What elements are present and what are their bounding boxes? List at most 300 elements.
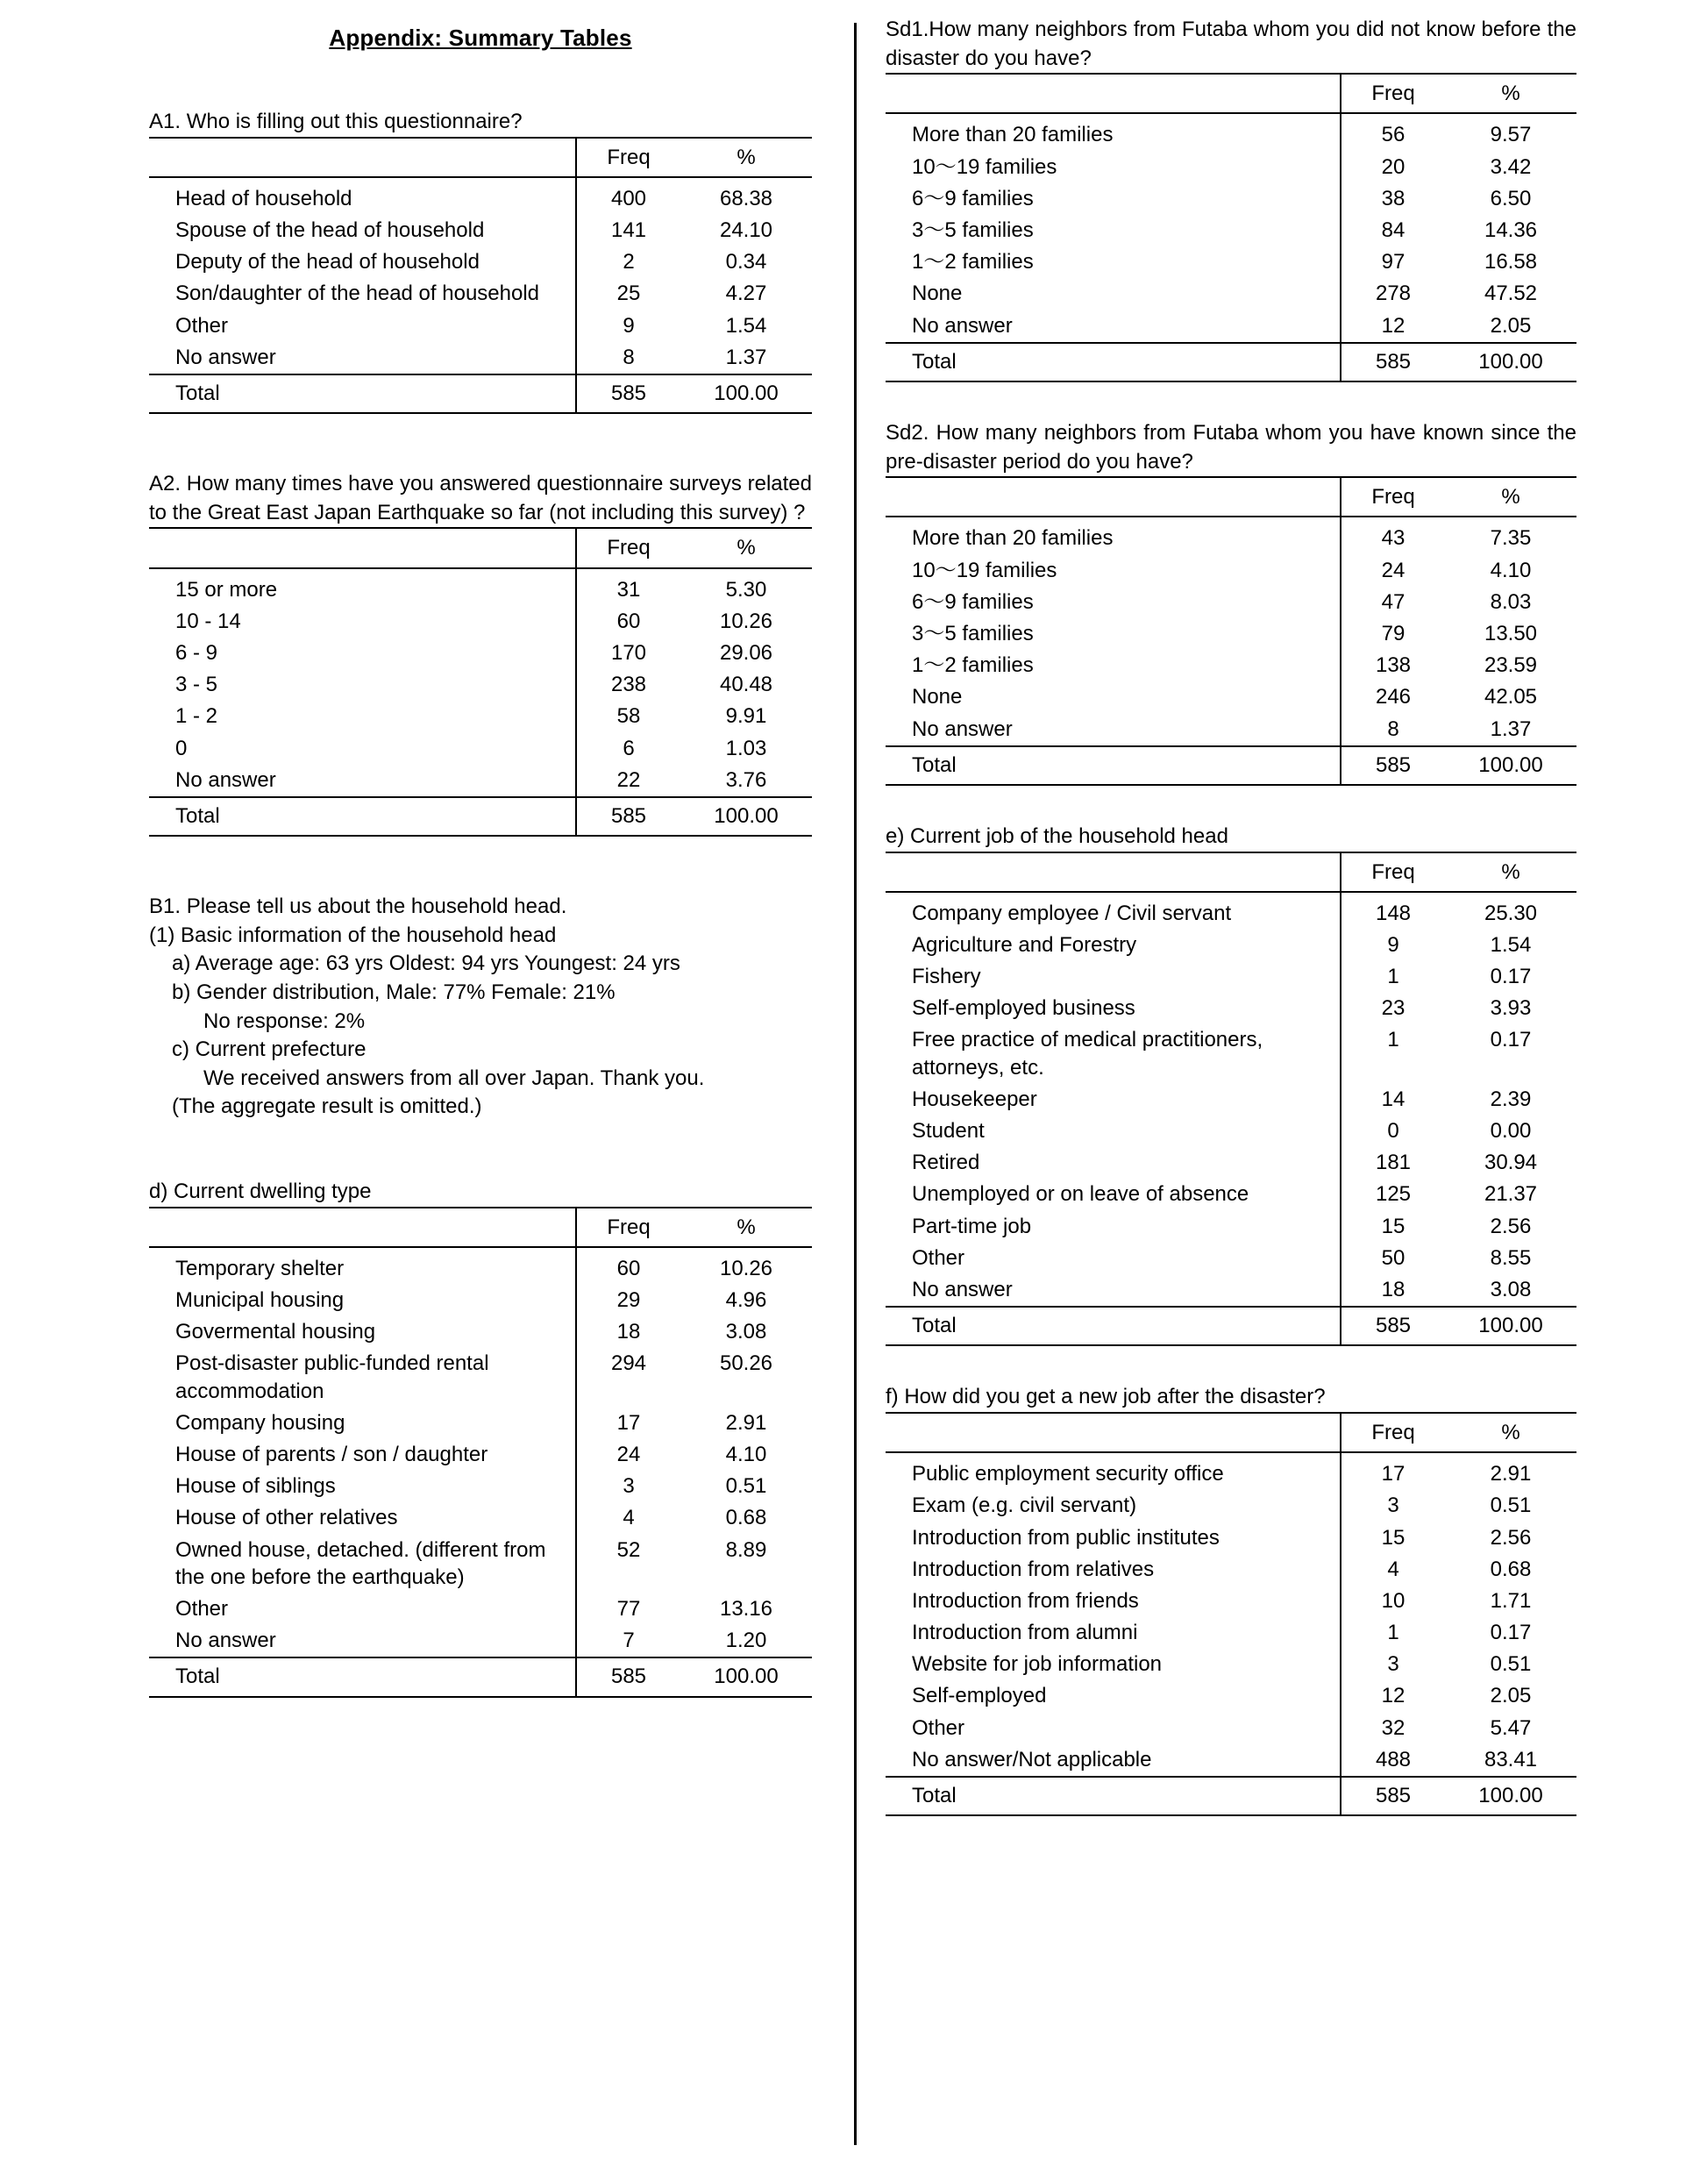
row-freq: 24 xyxy=(1341,555,1445,587)
row-pct: 0.51 xyxy=(1490,1652,1532,1677)
column-header-pct: % xyxy=(1445,1413,1576,1452)
row-freq: 17 xyxy=(576,1408,680,1439)
section-a2 xyxy=(149,470,812,837)
table-header-row xyxy=(886,477,1576,517)
row-freq: 38 xyxy=(1341,183,1445,215)
column-header-pct: % xyxy=(1445,477,1576,517)
table-row xyxy=(149,1471,812,1502)
row-pct: 8.89 xyxy=(725,1537,767,1562)
table-row xyxy=(886,1586,1576,1617)
row-label: None xyxy=(912,685,963,709)
table-row xyxy=(886,1744,1576,1777)
row-label: Agriculture and Forestry xyxy=(912,932,1137,957)
row-pct: 5.47 xyxy=(1490,1715,1532,1740)
table-row xyxy=(886,1617,1576,1649)
row-pct: 14.36 xyxy=(1484,218,1538,242)
row-label: Total xyxy=(886,343,1341,381)
row-freq: 1 xyxy=(1341,1024,1445,1083)
section-f xyxy=(886,1383,1576,1816)
row-freq: 31 xyxy=(576,568,680,606)
column-header-blank xyxy=(886,852,1341,892)
row-pct: 4.10 xyxy=(725,1443,767,1466)
row-label: Website for job information xyxy=(912,1652,1163,1677)
column-header-freq: Freq xyxy=(576,528,680,567)
table-row xyxy=(886,1554,1576,1586)
table-row xyxy=(886,1243,1576,1274)
row-pct: 1.37 xyxy=(1490,716,1532,741)
row-label: Owned house, detached. (different from the one before the earthquake) xyxy=(175,1537,546,1589)
table-header-row xyxy=(149,528,812,567)
row-label: Company housing xyxy=(175,1410,345,1435)
row-freq: 170 xyxy=(576,638,680,669)
row-freq: 79 xyxy=(1341,618,1445,650)
row-pct: 5.30 xyxy=(725,577,767,602)
table-header-row xyxy=(886,852,1576,892)
table-row xyxy=(149,733,812,765)
row-freq: 20 xyxy=(1341,152,1445,183)
row-freq: 585 xyxy=(1341,746,1445,785)
row-pct: 0.68 xyxy=(725,1506,767,1530)
table-header-row xyxy=(886,1413,1576,1452)
row-freq: 15 xyxy=(1341,1522,1445,1554)
column-header-pct: % xyxy=(680,1208,812,1247)
table-row xyxy=(886,1179,1576,1210)
table-row xyxy=(149,1285,812,1316)
table-a2 xyxy=(149,527,812,837)
row-freq: 9 xyxy=(1341,930,1445,961)
table-row xyxy=(886,714,1576,746)
row-freq: 6 xyxy=(576,733,680,765)
row-pct: 40.48 xyxy=(719,673,773,697)
row-pct: 1.20 xyxy=(725,1629,767,1653)
row-freq: 22 xyxy=(576,765,680,797)
row-pct: 25.30 xyxy=(1484,901,1538,925)
column-header-freq: Freq xyxy=(1341,1413,1445,1452)
table-row xyxy=(886,278,1576,310)
row-label: Introduction from relatives xyxy=(912,1557,1155,1581)
table-row xyxy=(886,1116,1576,1147)
row-label: Retired xyxy=(912,1151,980,1175)
table-header-row xyxy=(149,1208,812,1247)
table-row xyxy=(886,555,1576,587)
table-row xyxy=(149,1593,812,1625)
row-freq: 400 xyxy=(576,177,680,215)
table-header-row xyxy=(886,74,1576,113)
row-pct: 9.91 xyxy=(725,704,767,729)
row-label: Govermental housing xyxy=(175,1320,376,1344)
row-label: None xyxy=(912,282,963,306)
table-row xyxy=(886,1274,1576,1307)
table-total-row xyxy=(149,374,812,413)
row-pct: 3.93 xyxy=(1490,996,1532,1021)
row-pct: 2.56 xyxy=(1490,1214,1532,1238)
row-label: Public employment security office xyxy=(912,1462,1224,1486)
right-column xyxy=(865,0,1708,1816)
row-freq: 3 xyxy=(1341,1649,1445,1680)
column-header-freq: Freq xyxy=(1341,74,1445,113)
table-row xyxy=(886,1522,1576,1554)
table-row xyxy=(149,1625,812,1657)
row-pct: 8.55 xyxy=(1490,1245,1532,1270)
table-row xyxy=(886,183,1576,215)
section-sd1 xyxy=(886,16,1576,382)
row-freq: 7 xyxy=(576,1625,680,1657)
table-f xyxy=(886,1412,1576,1816)
table-total-row xyxy=(886,1307,1576,1345)
row-label: Self-employed business xyxy=(912,996,1135,1021)
row-freq: 585 xyxy=(576,374,680,413)
column-header-pct: % xyxy=(680,138,812,177)
column-header-freq: Freq xyxy=(1341,852,1445,892)
row-freq: 585 xyxy=(576,1657,680,1696)
table-row xyxy=(886,650,1576,681)
column-header-freq: Freq xyxy=(576,1208,680,1247)
row-pct: 100.00 xyxy=(1445,343,1576,381)
row-label: Son/daughter of the head of household xyxy=(175,282,540,306)
row-label: House of other relatives xyxy=(175,1506,398,1530)
row-freq: 4 xyxy=(1341,1554,1445,1586)
table-row xyxy=(149,765,812,797)
table-row xyxy=(149,1439,812,1471)
table-row xyxy=(886,993,1576,1024)
row-label: 10～19 families xyxy=(912,154,1057,179)
row-label: 6～9 families xyxy=(912,589,1034,614)
row-freq: 84 xyxy=(1341,215,1445,246)
column-header-pct: % xyxy=(1445,74,1576,113)
page-title: Appendix: Summary Tables xyxy=(329,25,632,51)
table-row xyxy=(886,1649,1576,1680)
row-freq: 23 xyxy=(1341,993,1445,1024)
row-label: More than 20 families xyxy=(912,526,1114,551)
row-freq: 8 xyxy=(576,342,680,374)
row-freq: 9 xyxy=(576,310,680,342)
row-label: Self-employed xyxy=(912,1684,1047,1708)
row-label: Student xyxy=(912,1119,985,1143)
table-row xyxy=(149,1247,812,1285)
column-header-blank xyxy=(886,477,1341,517)
row-freq: 15 xyxy=(1341,1211,1445,1243)
row-label: Part-time job xyxy=(912,1214,1032,1238)
row-pct: 2.05 xyxy=(1490,1684,1532,1708)
row-freq: 12 xyxy=(1341,310,1445,343)
row-label: Fishery xyxy=(912,965,981,989)
row-pct: 2.91 xyxy=(1490,1462,1532,1486)
row-label: Deputy of the head of household xyxy=(175,250,480,274)
row-freq: 97 xyxy=(1341,246,1445,278)
row-pct: 21.37 xyxy=(1484,1182,1538,1207)
row-label: 6 - 9 xyxy=(175,640,218,665)
row-pct: 8.03 xyxy=(1490,589,1532,614)
table-row xyxy=(149,638,812,669)
table-a1 xyxy=(149,137,812,415)
row-pct: 47.52 xyxy=(1484,282,1538,306)
table-total-row xyxy=(886,343,1576,381)
question-sd2: Sd2. How many neighbors from Futaba whom you have known since the pre-disaster period do you have? xyxy=(886,420,1576,474)
row-label: 3～5 families xyxy=(912,218,1034,242)
row-label: 1～2 families xyxy=(912,653,1034,678)
row-pct: 0.51 xyxy=(725,1474,767,1499)
row-pct: 1.54 xyxy=(1490,932,1532,957)
table-sd2 xyxy=(886,476,1576,786)
row-label: Head of household xyxy=(175,186,352,210)
column-header-blank xyxy=(149,528,576,567)
row-label: Exam (e.g. civil servant) xyxy=(912,1493,1137,1518)
row-pct: 100.00 xyxy=(680,374,812,413)
row-freq: 3 xyxy=(1341,1490,1445,1522)
table-row xyxy=(149,278,812,310)
table-row xyxy=(886,587,1576,618)
row-label: More than 20 families xyxy=(912,123,1114,147)
row-label: Total xyxy=(149,797,576,836)
row-pct: 3.42 xyxy=(1490,154,1532,179)
row-label: 3 - 5 xyxy=(175,673,218,697)
row-label: No answer xyxy=(175,767,276,792)
row-freq: 125 xyxy=(1341,1179,1445,1210)
question-sd1: Sd1.How many neighbors from Futaba whom you did not know before the disaster do you have? xyxy=(886,18,1576,70)
table-row xyxy=(886,961,1576,993)
row-pct: 13.50 xyxy=(1484,621,1538,645)
row-pct: 9.57 xyxy=(1490,123,1532,147)
row-label: No answer xyxy=(175,1629,276,1653)
row-pct: 7.35 xyxy=(1490,526,1532,551)
table-e xyxy=(886,852,1576,1347)
row-label: Spouse of the head of household xyxy=(175,218,485,242)
row-label: Temporary shelter xyxy=(175,1256,345,1280)
b1-heading: B1. Please tell us about the household head. xyxy=(149,895,567,919)
row-freq: 14 xyxy=(1341,1084,1445,1116)
table-row xyxy=(886,1024,1576,1083)
row-freq: 1 xyxy=(1341,1617,1445,1649)
row-pct: 24.10 xyxy=(719,218,773,242)
row-freq: 47 xyxy=(1341,587,1445,618)
row-freq: 4 xyxy=(576,1502,680,1534)
row-freq: 43 xyxy=(1341,517,1445,554)
row-pct: 100.00 xyxy=(680,1657,812,1696)
row-pct: 6.50 xyxy=(1490,186,1532,210)
row-freq: 77 xyxy=(576,1593,680,1625)
b1-item-a: a) Average age: 63 yrs Oldest: 94 yrs Youngest: 24 yrs xyxy=(172,952,680,976)
row-label: House of siblings xyxy=(175,1474,336,1499)
heading-d: d) Current dwelling type xyxy=(149,1180,372,1204)
row-freq: 1 xyxy=(1341,961,1445,993)
table-row xyxy=(149,177,812,215)
column-header-blank xyxy=(886,1413,1341,1452)
table-row xyxy=(886,1211,1576,1243)
row-pct: 50.26 xyxy=(719,1351,773,1376)
row-pct: 1.37 xyxy=(725,345,767,369)
row-freq: 25 xyxy=(576,278,680,310)
row-label: Unemployed or on leave of absence xyxy=(912,1182,1249,1207)
row-pct: 2.39 xyxy=(1490,1087,1532,1111)
table-row xyxy=(149,1535,812,1593)
row-freq: 585 xyxy=(1341,1307,1445,1345)
section-sd2 xyxy=(886,419,1576,786)
row-label: 6～9 families xyxy=(912,186,1034,210)
row-freq: 585 xyxy=(576,797,680,836)
row-freq: 60 xyxy=(576,606,680,638)
table-row xyxy=(149,1502,812,1534)
table-row xyxy=(886,517,1576,554)
row-freq: 52 xyxy=(576,1535,680,1593)
row-freq: 12 xyxy=(1341,1680,1445,1712)
row-freq: 238 xyxy=(576,669,680,701)
row-freq: 17 xyxy=(1341,1452,1445,1490)
left-column xyxy=(0,0,847,1698)
row-label: 1～2 families xyxy=(912,250,1034,274)
row-label: Other xyxy=(175,313,229,338)
column-header-blank xyxy=(886,74,1341,113)
row-pct: 2.05 xyxy=(1490,313,1532,338)
table-row xyxy=(149,1348,812,1407)
row-label: Company employee / Civil servant xyxy=(912,901,1232,925)
row-pct: 1.03 xyxy=(725,736,767,760)
row-freq: 8 xyxy=(1341,714,1445,746)
table-row xyxy=(886,1713,1576,1744)
table-total-row xyxy=(886,746,1576,785)
table-row xyxy=(886,1490,1576,1522)
question-a2: A2. How many times have you answered questionnaire surveys related to the Great East Japan Earthquake so far (not including this survey) ? xyxy=(149,472,812,524)
row-label: 10～19 families xyxy=(912,558,1057,582)
row-label: Total xyxy=(886,1777,1341,1815)
row-label: No answer xyxy=(912,313,1013,338)
row-pct: 83.41 xyxy=(1484,1747,1538,1771)
row-pct: 100.00 xyxy=(680,797,812,836)
column-header-blank xyxy=(149,1208,576,1247)
table-row xyxy=(886,930,1576,961)
b1-item-c-line2: (The aggregate result is omitted.) xyxy=(172,1094,482,1119)
column-header-pct: % xyxy=(680,528,812,567)
row-pct: 100.00 xyxy=(1445,1307,1576,1345)
row-label: No answer/Not applicable xyxy=(912,1747,1152,1771)
row-pct: 0.68 xyxy=(1490,1557,1532,1581)
table-row xyxy=(149,701,812,732)
row-freq: 278 xyxy=(1341,278,1445,310)
row-pct: 100.00 xyxy=(1445,1777,1576,1815)
row-freq: 50 xyxy=(1341,1243,1445,1274)
row-freq: 148 xyxy=(1341,892,1445,930)
row-label: 15 or more xyxy=(175,577,278,602)
row-label: 0 xyxy=(175,736,188,760)
row-label: Introduction from public institutes xyxy=(912,1525,1220,1550)
row-freq: 0 xyxy=(1341,1116,1445,1147)
heading-e: e) Current job of the household head xyxy=(886,823,1228,848)
row-pct: 0.17 xyxy=(1490,1028,1532,1052)
table-row xyxy=(886,1084,1576,1116)
row-freq: 2 xyxy=(576,246,680,278)
row-pct: 2.56 xyxy=(1490,1525,1532,1550)
row-freq: 18 xyxy=(1341,1274,1445,1307)
b1-item-b: b) Gender distribution, Male: 77% Female: 21% xyxy=(172,980,616,1004)
table-row xyxy=(149,568,812,606)
section-a1 xyxy=(149,108,812,414)
row-freq: 60 xyxy=(576,1247,680,1285)
row-label: Total xyxy=(149,1657,576,1696)
row-freq: 58 xyxy=(576,701,680,732)
question-a1: A1. Who is filling out this questionnaire? xyxy=(149,110,523,133)
table-row xyxy=(149,342,812,374)
table-row xyxy=(886,113,1576,151)
row-label: Housekeeper xyxy=(912,1087,1037,1111)
row-freq: 488 xyxy=(1341,1744,1445,1777)
row-label: Other xyxy=(912,1245,965,1270)
row-pct: 0.34 xyxy=(725,250,767,274)
table-row xyxy=(886,1680,1576,1712)
column-divider xyxy=(854,23,857,2145)
table-total-row xyxy=(149,1657,812,1696)
table-row xyxy=(886,1147,1576,1179)
row-label: No answer xyxy=(912,1277,1013,1301)
table-row xyxy=(886,246,1576,278)
row-label: Total xyxy=(886,1307,1341,1345)
table-row xyxy=(886,152,1576,183)
row-pct: 4.27 xyxy=(725,282,767,306)
row-freq: 29 xyxy=(576,1285,680,1316)
row-label: 1 - 2 xyxy=(175,704,218,729)
table-row xyxy=(886,215,1576,246)
table-header-row xyxy=(149,138,812,177)
row-pct: 23.59 xyxy=(1484,653,1538,678)
row-pct: 1.54 xyxy=(725,313,767,338)
row-pct: 30.94 xyxy=(1484,1151,1538,1175)
table-row xyxy=(149,215,812,246)
row-freq: 56 xyxy=(1341,113,1445,151)
table-row xyxy=(886,681,1576,713)
table-row xyxy=(149,310,812,342)
table-row xyxy=(149,669,812,701)
column-header-freq: Freq xyxy=(576,138,680,177)
table-row xyxy=(886,618,1576,650)
row-pct: 13.16 xyxy=(719,1596,773,1621)
table-sd1 xyxy=(886,73,1576,382)
table-total-row xyxy=(149,797,812,836)
row-pct: 0.51 xyxy=(1490,1493,1532,1518)
table-row xyxy=(149,1316,812,1348)
heading-f: f) How did you get a new job after the disaster? xyxy=(886,1385,1326,1409)
row-label: Other xyxy=(912,1715,965,1740)
row-pct: 1.71 xyxy=(1490,1588,1532,1613)
row-label: Municipal housing xyxy=(175,1288,345,1313)
table-row xyxy=(886,310,1576,343)
table-row xyxy=(149,246,812,278)
row-pct: 10.26 xyxy=(719,1256,773,1280)
column-header-pct: % xyxy=(1445,852,1576,892)
row-label: House of parents / son / daughter xyxy=(175,1443,488,1466)
row-freq: 32 xyxy=(1341,1713,1445,1744)
table-row xyxy=(886,1452,1576,1490)
row-pct: 0.17 xyxy=(1490,1621,1532,1645)
row-label: No answer xyxy=(175,345,276,369)
row-freq: 3 xyxy=(576,1471,680,1502)
row-label: No answer xyxy=(912,716,1013,741)
row-label: 3～5 families xyxy=(912,621,1034,645)
row-label: Free practice of medical practitioners, attorneys, etc. xyxy=(912,1028,1263,1080)
row-pct: 68.38 xyxy=(719,186,773,210)
row-freq: 138 xyxy=(1341,650,1445,681)
row-pct: 3.08 xyxy=(1490,1277,1532,1301)
table-d xyxy=(149,1207,812,1698)
section-d xyxy=(149,1178,812,1697)
row-pct: 3.76 xyxy=(725,767,767,792)
row-label: Total xyxy=(886,746,1341,785)
row-freq: 10 xyxy=(1341,1586,1445,1617)
row-pct: 42.05 xyxy=(1484,685,1538,709)
row-freq: 585 xyxy=(1341,1777,1445,1815)
section-b1 xyxy=(149,893,812,1122)
row-label: 10 - 14 xyxy=(175,609,241,633)
b1-item-b-continued: No response: 2% xyxy=(203,1009,366,1033)
row-pct: 0.00 xyxy=(1490,1119,1532,1143)
row-pct: 4.10 xyxy=(1490,558,1532,582)
